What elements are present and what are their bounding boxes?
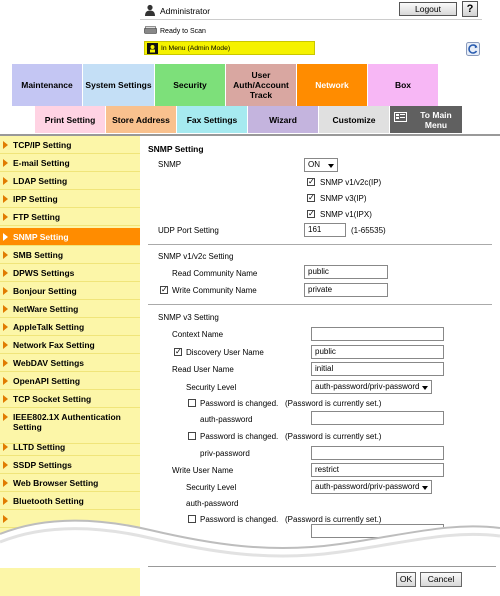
sidebar-item-bonjour[interactable]: [0, 282, 140, 300]
arrow-icon: [3, 141, 8, 149]
tab-label: Customize: [332, 114, 376, 125]
arrow-icon: [3, 323, 8, 331]
mode-text: In Menu (Admin Mode): [161, 45, 231, 52]
sidebar-item-label: OpenAPI Setting: [13, 376, 81, 386]
tab-label: User Auth/Account Track: [233, 70, 289, 100]
sidebar-item-smb[interactable]: [0, 246, 140, 264]
cancel-button[interactable]: Cancel: [420, 572, 462, 587]
arrow-icon: [3, 377, 8, 385]
v1v2c-section-title: SNMP v1/v2c Setting: [158, 252, 234, 261]
tab-network[interactable]: [297, 64, 367, 106]
sidebar-item-label: FTP Setting: [13, 212, 61, 222]
arrow-icon: [3, 497, 8, 505]
sidebar-item-label: Web Browser Setting: [13, 478, 99, 488]
snmp-v3-checkbox[interactable]: ✓: [308, 193, 315, 202]
sidebar-item-tcp-socket[interactable]: [0, 390, 140, 408]
sidebar-item-label: Bonjour Setting: [13, 286, 77, 296]
refresh-icon[interactable]: [466, 42, 480, 56]
read-security-level-label: Security Level: [186, 383, 237, 392]
write-security-level-select[interactable]: [311, 480, 432, 494]
header-divider: [140, 19, 482, 20]
tab-label: Network: [315, 80, 349, 90]
snmp-v3-label: SNMP v3(IP): [320, 194, 367, 203]
write-community-label: Write Community Name: [172, 286, 257, 295]
read-security-level-select[interactable]: [311, 380, 432, 394]
help-button[interactable]: ?: [462, 1, 478, 17]
tab-system-settings[interactable]: [83, 64, 154, 106]
page-cut-wave: [0, 508, 500, 568]
write-community-input[interactable]: private: [304, 283, 388, 297]
ok-button[interactable]: OK: [396, 572, 416, 587]
arrow-icon: [3, 305, 8, 313]
main-menu-icon: [394, 112, 407, 124]
sidebar-item-ldap[interactable]: [0, 172, 140, 190]
device-status: Ready to Scan: [160, 28, 206, 35]
chevron-down-icon: [422, 386, 428, 390]
sidebar-item-label: SMB Setting: [13, 250, 64, 260]
snmp-v1v2c-checkbox[interactable]: ✓: [308, 177, 315, 186]
write-user-input[interactable]: restrict: [311, 463, 444, 477]
read-priv-password-input[interactable]: [311, 446, 444, 460]
to-main-menu-button[interactable]: [390, 106, 462, 133]
pw-set-note: (Password is currently set.): [285, 399, 382, 408]
chevron-down-icon: [422, 486, 428, 490]
udp-port-label: UDP Port Setting: [158, 226, 219, 235]
tab-print-setting[interactable]: [35, 106, 105, 133]
read-auth-password-input[interactable]: [311, 411, 444, 425]
tab-label: Box: [394, 80, 412, 90]
snmp-select[interactable]: [304, 158, 338, 172]
tab-security[interactable]: [155, 64, 225, 106]
sidebar-item-webdav[interactable]: [0, 354, 140, 372]
footer-divider: [148, 566, 496, 567]
arrow-icon: [3, 413, 8, 421]
arrow-icon: [3, 287, 8, 295]
section-divider: [148, 244, 492, 245]
arrow-icon: [3, 359, 8, 367]
snmp-setting-title: SNMP Setting: [148, 144, 204, 154]
snmp-select-value: ON: [308, 160, 320, 169]
tab-label: Store Address: [112, 114, 170, 125]
arrow-icon: [3, 269, 8, 277]
tab-store-address[interactable]: [106, 106, 176, 133]
snmp-v1v2c-label: SNMP v1/v2c(IP): [320, 178, 382, 187]
chevron-down-icon: [328, 164, 334, 168]
sidebar-item-openapi[interactable]: [0, 372, 140, 390]
sidebar-item-ssdp[interactable]: [0, 456, 140, 474]
security-level-value: auth-password/priv-password: [315, 382, 420, 391]
snmp-label: SNMP: [158, 160, 182, 169]
arrow-icon: [3, 341, 8, 349]
tab-fax-settings[interactable]: [177, 106, 247, 133]
sidebar-item-netware[interactable]: [0, 300, 140, 318]
tab-label: Print Setting: [44, 114, 96, 125]
arrow-icon: [3, 395, 8, 403]
pw-set-note: (Password is currently set.): [285, 432, 382, 441]
context-name-label: Context Name: [172, 330, 224, 339]
sidebar-item-ftp[interactable]: [0, 208, 140, 226]
arrow-icon: [3, 251, 8, 259]
sub-tab-bar: [0, 106, 500, 134]
sidebar-item-label: TCP Socket Setting: [13, 394, 92, 404]
auth-password-label: auth-password: [186, 499, 239, 508]
read-community-input[interactable]: public: [304, 265, 388, 279]
write-security-level-label: Security Level: [186, 483, 237, 492]
sidebar-item-label: LDAP Setting: [13, 176, 68, 186]
tab-label: To Main Menu: [420, 110, 452, 130]
security-level-value: auth-password/priv-password: [315, 482, 420, 491]
sidebar-item-label: LLTD Setting: [13, 442, 66, 452]
scanner-icon: [144, 26, 157, 34]
tab-wizard[interactable]: [248, 106, 318, 133]
tab-label: Maintenance: [21, 80, 73, 90]
priv-password-label: priv-password: [200, 449, 250, 458]
udp-port-range: (1-65535): [351, 226, 386, 235]
sidebar-item-label: IPP Setting: [13, 194, 58, 204]
sidebar-item-email[interactable]: [0, 154, 140, 172]
arrow-icon: [3, 195, 8, 203]
administrator-icon: [144, 4, 156, 16]
sidebar-item-label: SNMP Setting: [13, 232, 69, 242]
mode-banner: [144, 41, 315, 55]
write-user-label: Write User Name: [172, 466, 234, 475]
tab-customize[interactable]: [319, 106, 389, 133]
sidebar-item-label: NetWare Setting: [13, 304, 79, 314]
tab-maintenance[interactable]: [12, 64, 82, 106]
tab-box[interactable]: [368, 64, 438, 106]
arrow-icon: [3, 479, 8, 487]
sidebar-item-snmp[interactable]: [0, 228, 140, 246]
context-name-input[interactable]: [311, 327, 444, 341]
discovery-user-label: Discovery User Name: [186, 348, 264, 357]
arrow-icon: [3, 159, 8, 167]
pw-changed-label: Password is changed.: [200, 432, 279, 441]
sidebar-item-label: E-mail Setting: [13, 158, 70, 168]
sidebar-item-label: WebDAV Settings: [13, 358, 84, 368]
arrow-icon: [3, 233, 8, 241]
read-community-label: Read Community Name: [172, 269, 258, 278]
tab-user-auth-account-track[interactable]: [226, 64, 296, 106]
sidebar-item-appletalk[interactable]: [0, 318, 140, 336]
read-user-input[interactable]: initial: [311, 362, 444, 376]
snmp-v1ipx-label: SNMP v1(IPX): [320, 210, 372, 219]
sidebar-item-web-browser[interactable]: [0, 474, 140, 492]
sidebar-item-label: AppleTalk Setting: [13, 322, 85, 332]
udp-port-input[interactable]: 161: [304, 223, 346, 237]
header: [0, 0, 500, 64]
arrow-icon: [3, 177, 8, 185]
logout-button[interactable]: Logout: [399, 2, 457, 16]
section-divider: [148, 304, 492, 305]
discovery-user-checkbox[interactable]: ✓: [175, 347, 182, 356]
tab-label: Wizard: [269, 114, 297, 125]
sidebar-item-dpws[interactable]: [0, 264, 140, 282]
sidebar-item-ipp[interactable]: [0, 190, 140, 208]
auth-password-label: auth-password: [200, 415, 253, 424]
sidebar-item-label: IEEE802.1X Authentication Setting: [13, 412, 121, 432]
tab-label: Security: [173, 80, 207, 90]
arrow-icon: [3, 443, 8, 451]
read-priv-pw-changed-checkbox[interactable]: [188, 432, 196, 440]
read-user-label: Read User Name: [172, 365, 234, 374]
discovery-user-input[interactable]: public: [311, 345, 444, 359]
sidebar-item-tcp-ip[interactable]: [0, 136, 140, 154]
v3-section-title: SNMP v3 Setting: [158, 313, 219, 322]
sidebar-item-label: Network Fax Setting: [13, 340, 95, 350]
tab-label: System Settings: [85, 80, 152, 90]
sidebar-item-label: Bluetooth Setting: [13, 496, 84, 506]
main-tab-bar: [0, 64, 500, 106]
write-community-checkbox[interactable]: ✓: [161, 285, 168, 294]
snmp-v1ipx-checkbox[interactable]: ✓: [308, 209, 315, 218]
read-auth-pw-changed-checkbox[interactable]: [188, 399, 196, 407]
sidebar-item-label: TCP/IP Setting: [13, 140, 72, 150]
pw-set-note: (Password is currently set.): [285, 515, 382, 524]
arrow-icon: [3, 461, 8, 469]
sidebar-item-network-fax[interactable]: [0, 336, 140, 354]
sidebar-item-label: DPWS Settings: [13, 268, 75, 278]
user-name: Administrator: [160, 6, 211, 16]
tab-label: Fax Settings: [186, 114, 238, 125]
sidebar-item-label: SSDP Settings: [13, 460, 72, 470]
pw-changed-label: Password is changed.: [200, 515, 279, 524]
arrow-icon: [3, 213, 8, 221]
pw-changed-label: Password is changed.: [200, 399, 279, 408]
sidebar-item-lltd[interactable]: [0, 438, 140, 456]
admin-mode-icon: [147, 43, 158, 54]
